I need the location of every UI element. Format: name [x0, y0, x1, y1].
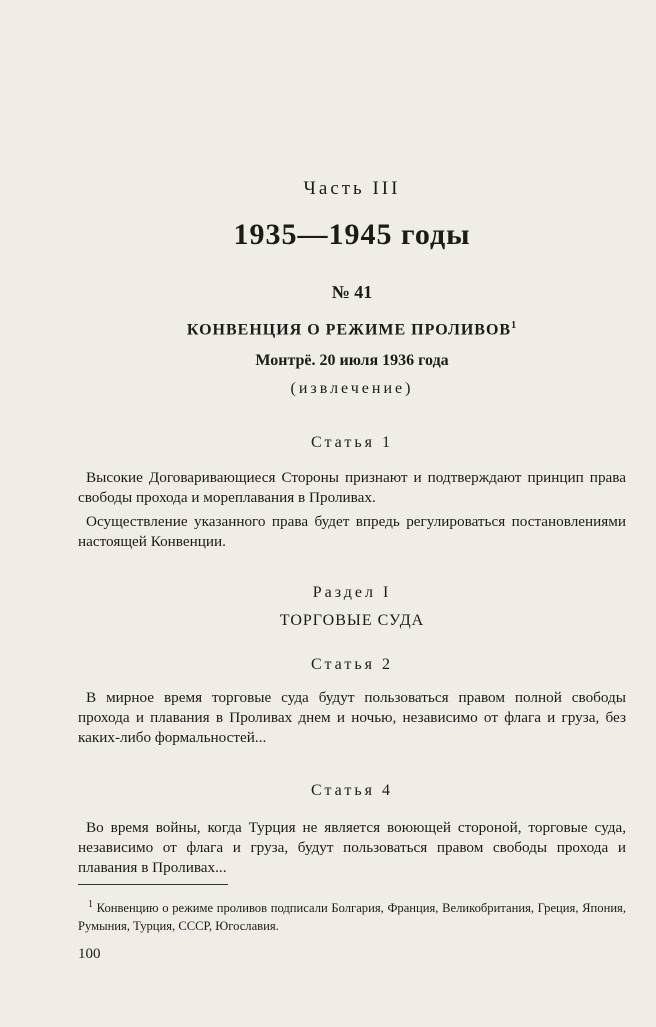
article-4-heading: Статья 4 — [311, 782, 393, 799]
article-1-paragraph-1-text: Высокие Договаривающиеся Стороны признают и подтверждают принцип права свободы прохода и мореплавания в Проливах. — [78, 469, 626, 506]
footnote-mark: 1 — [88, 899, 93, 910]
footnote-reference: 1 — [511, 320, 518, 331]
article-1-paragraph-2 — [78, 512, 626, 552]
page-number: 100 — [78, 946, 101, 962]
section-title: ТОРГОВЫЕ СУДА — [279, 612, 425, 629]
section-heading: Раздел I — [312, 584, 392, 601]
document-number: № 41 — [331, 282, 373, 302]
footnote-divider — [78, 884, 228, 885]
article-4-text: Во время войны, когда Турция не является воюющей стороной, торговые суда, независимо от флага и груза, будут пользоваться правом свободы прохода и плавания в Проливах... — [78, 819, 626, 876]
footnote-text: Конвенцию о режиме проливов подписали Болгария, Франция, Великобритания, Греция, Япония, Румыния, Турция, СССР, Югославия. — [78, 901, 626, 934]
part-heading: Часть III — [303, 178, 401, 199]
extract-note: (извлечение) — [290, 380, 414, 397]
article-4-paragraph — [78, 818, 626, 878]
article-2-text: В мирное время торговые суда будут пользоваться правом полной свободы прохода и плавания в Проливах днем и ночью, независимо от флага и груза, без каких-либо формальностей... — [78, 689, 626, 746]
article-2-paragraph — [78, 688, 626, 748]
article-1-heading: Статья 1 — [311, 434, 393, 451]
years-heading: 1935—1945 годы — [233, 218, 471, 251]
article-1-paragraph-1 — [78, 468, 626, 508]
convention-date: Монтрё. 20 июля 1936 года — [255, 352, 449, 369]
article-1-paragraph-2-text: Осуществление указанного права будет впредь регулироваться постановлениями настоящей Конвенции. — [78, 513, 626, 550]
convention-title-text: КОНВЕНЦИЯ О РЕЖИМЕ ПРОЛИВОВ — [186, 321, 512, 339]
footnote — [78, 896, 626, 935]
article-2-heading: Статья 2 — [311, 656, 393, 673]
convention-title — [78, 320, 626, 339]
